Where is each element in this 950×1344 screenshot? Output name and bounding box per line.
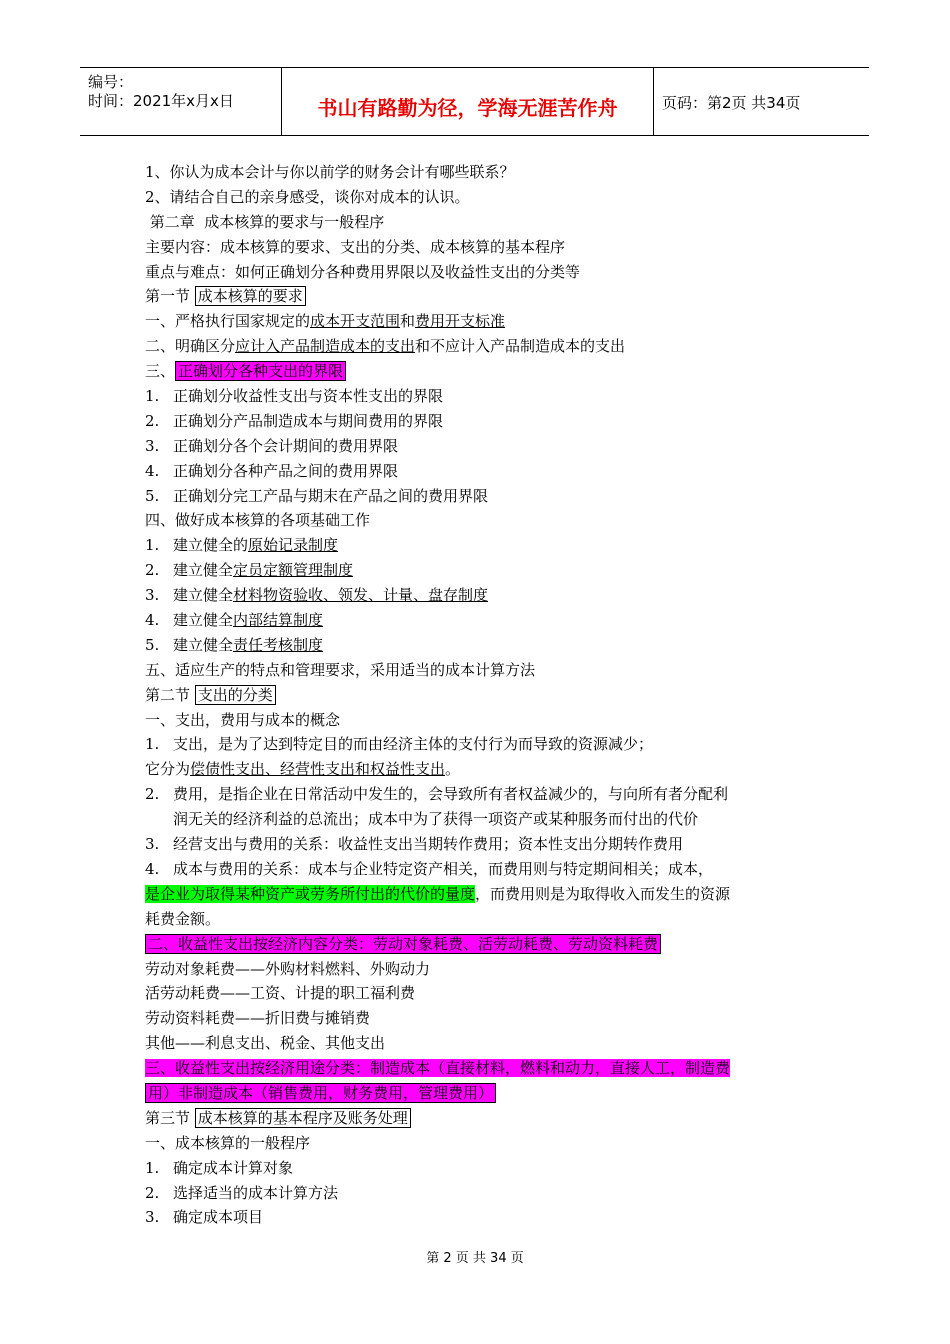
section-title-box: 成本核算的要求 xyxy=(195,286,306,306)
page-header xyxy=(80,67,869,136)
list-item xyxy=(145,1156,825,1181)
item-text: 确定成本计算对象 xyxy=(173,1158,294,1177)
text: 和 xyxy=(400,312,416,331)
list-item xyxy=(145,409,825,434)
paragraph xyxy=(145,757,825,782)
list-item xyxy=(145,558,825,583)
section-prefix: 第一节 xyxy=(145,287,195,306)
underlined-term: 应计入产品制造成本的支出 xyxy=(235,337,416,356)
header-motto-cell xyxy=(282,68,654,135)
item-text: 正确划分各个会计期间的费用界限 xyxy=(173,436,399,455)
text: 和不应计入产品制造成本的支出 xyxy=(415,337,626,356)
item-number: 2. xyxy=(145,785,160,804)
item-number: 1. xyxy=(145,1158,160,1177)
key-points: 重点与难点：如何正确划分各种费用界限以及收益性支出的分类等 xyxy=(145,262,581,281)
subheading: 一、支出，费用与成本的概念 xyxy=(145,710,341,729)
item-number: 5. xyxy=(145,635,160,654)
item-text: 建立健全 xyxy=(173,561,234,580)
list-item xyxy=(145,484,825,509)
requirement-1 xyxy=(145,309,825,334)
item-text: 建立健全 xyxy=(173,635,234,654)
subheading-highlighted xyxy=(145,1056,825,1081)
item-number: 4. xyxy=(145,611,160,630)
underlined-term: 内部结算制度 xyxy=(233,611,324,630)
item-text: 正确划分完工产品与期末在产品之间的费用界限 xyxy=(173,486,489,505)
paragraph-continued: 耗费金额。 xyxy=(145,909,221,928)
section-prefix: 第三节 xyxy=(145,1108,195,1127)
item-text: 确定成本项目 xyxy=(173,1208,264,1227)
item-text: 选择适当的成本计算方法 xyxy=(173,1183,339,1202)
list-item xyxy=(145,1205,825,1230)
section-prefix: 第二节 xyxy=(145,685,195,704)
paragraph-continued xyxy=(145,882,825,907)
item-number: 3. xyxy=(145,1208,160,1227)
list-item: 活劳动耗费——工资、计提的职工福利费 xyxy=(145,984,416,1003)
main-content: 主要内容：成本核算的要求、支出的分类、成本核算的基本程序 xyxy=(145,237,566,256)
underlined-term: 责任考核制度 xyxy=(233,635,324,654)
page-footer: 第 2 页 共 34 页 xyxy=(426,1251,524,1266)
list-item xyxy=(145,1181,825,1206)
list-item: 其他——利息支出、税金、其他支出 xyxy=(145,1034,386,1053)
motto: 书山有路勤为径，学海无涯苦作舟 xyxy=(317,96,618,120)
number-label: 编号： xyxy=(88,73,134,91)
text: 一、严格执行国家规定的 xyxy=(145,312,311,331)
requirement-4: 四、做好成本核算的各项基础工作 xyxy=(145,511,371,530)
paragraph xyxy=(145,832,825,857)
highlighted-heading: 正确划分各种支出的界限 xyxy=(175,361,346,381)
requirement-3 xyxy=(145,359,825,384)
underlined-term: 定员定额管理制度 xyxy=(233,561,354,580)
item-number: 2. xyxy=(145,561,160,580)
document-body xyxy=(145,160,825,1230)
time-label: 时间：2021年x月x日 xyxy=(88,92,234,110)
paragraph xyxy=(145,732,825,757)
highlighted-heading: 二、收益性支出按经济内容分类：劳动对象耗费、活劳动耗费、劳动资料耗费 xyxy=(145,934,661,954)
highlighted-heading: 三、收益性支出按经济用途分类：制造成本（直接材料，燃料和动力，直接人工，制造费 xyxy=(145,1059,731,1078)
text: 。 xyxy=(445,760,461,779)
text: 三、 xyxy=(145,362,176,381)
item-number: 1. xyxy=(145,536,160,555)
list-item xyxy=(145,608,825,633)
header-left-cell xyxy=(80,68,282,135)
list-item xyxy=(145,533,825,558)
section-title-box: 成本核算的基本程序及账务处理 xyxy=(195,1108,411,1128)
item-text: 支出，是为了达到特定目的而由经济主体的支付行为而导致的资源减少； xyxy=(173,735,654,754)
subheading-highlighted xyxy=(145,1081,825,1106)
underlined-term: 成本开支范围 xyxy=(310,312,401,331)
text: ，而费用则是为取得收入而发生的资源 xyxy=(475,884,731,903)
header-right-cell xyxy=(654,68,869,135)
item-number: 3. xyxy=(145,586,160,605)
item-number: 3. xyxy=(145,835,160,854)
chapter-title: 第二章 成本核算的要求与一般程序 xyxy=(145,212,385,231)
item-number: 4. xyxy=(145,859,160,878)
item-number: 1. xyxy=(145,387,160,406)
section-1-heading xyxy=(145,284,825,309)
question-1: 1、你认为成本会计与你以前学的财务会计有哪些联系？ xyxy=(145,163,515,181)
item-text: 成本与费用的关系：成本与企业特定资产相关，而费用则与特定期间相关；成本， xyxy=(173,859,714,878)
highlighted-heading: 用）非制造成本（销售费用，财务费用，管理费用） xyxy=(145,1083,496,1103)
list-item xyxy=(145,583,825,608)
list-item xyxy=(145,384,825,409)
list-item xyxy=(145,434,825,459)
item-number: 3. xyxy=(145,436,160,455)
subheading: 一、成本核算的一般程序 xyxy=(145,1133,311,1152)
list-item xyxy=(145,459,825,484)
page-info: 页码：第2页 共34页 xyxy=(662,94,801,112)
item-text: 建立健全的 xyxy=(173,536,249,555)
item-text: 正确划分收益性支出与资本性支出的界限 xyxy=(173,387,444,406)
requirement-2 xyxy=(145,334,825,359)
item-number: 2. xyxy=(145,1183,160,1202)
section-3-heading xyxy=(145,1106,825,1131)
item-number: 4. xyxy=(145,461,160,480)
paragraph-continued: 润无关的经济利益的总流出；成本中为了获得一项资产或某种服务而付出的代价 xyxy=(173,810,699,829)
subheading-highlighted xyxy=(145,932,825,957)
item-text: 建立健全 xyxy=(173,611,234,630)
paragraph xyxy=(145,782,825,807)
item-text: 正确划分各种产品之间的费用界限 xyxy=(173,461,399,480)
item-number: 2. xyxy=(145,411,160,430)
question-2: 2、请结合自己的亲身感受，谈你对成本的认识。 xyxy=(145,187,470,206)
underlined-term: 材料物资验收、领发、计量、盘存制度 xyxy=(233,586,489,605)
item-number: 5. xyxy=(145,486,160,505)
section-2-heading xyxy=(145,683,825,708)
underlined-term: 偿债性支出、经营性支出和权益性支出 xyxy=(190,760,446,779)
item-text: 经营支出与费用的关系：收益性支出当期转作费用；资本性支出分期转作费用 xyxy=(173,835,684,854)
item-text: 费用，是指企业在日常活动中发生的，会导致所有者权益减少的，与向所有者分配利 xyxy=(173,785,729,804)
item-text: 建立健全 xyxy=(173,586,234,605)
item-number: 1. xyxy=(145,735,160,754)
underlined-term: 费用开支标准 xyxy=(415,312,506,331)
text: 它分为 xyxy=(145,760,191,779)
item-text: 正确划分产品制造成本与期间费用的界限 xyxy=(173,411,444,430)
requirement-5: 五、适应生产的特点和管理要求，采用适当的成本计算方法 xyxy=(145,660,536,679)
highlighted-text: 是企业为取得某种资产或劳务所付出的代价的量度 xyxy=(145,884,476,903)
text: 二、明确区分 xyxy=(145,337,236,356)
list-item: 劳动对象耗费——外购材料燃料、外购动力 xyxy=(145,959,431,978)
underlined-term: 原始记录制度 xyxy=(248,536,339,555)
list-item xyxy=(145,633,825,658)
list-item: 劳动资料耗费——折旧费与摊销费 xyxy=(145,1009,371,1028)
section-title-box: 支出的分类 xyxy=(195,685,276,705)
paragraph xyxy=(145,857,825,882)
